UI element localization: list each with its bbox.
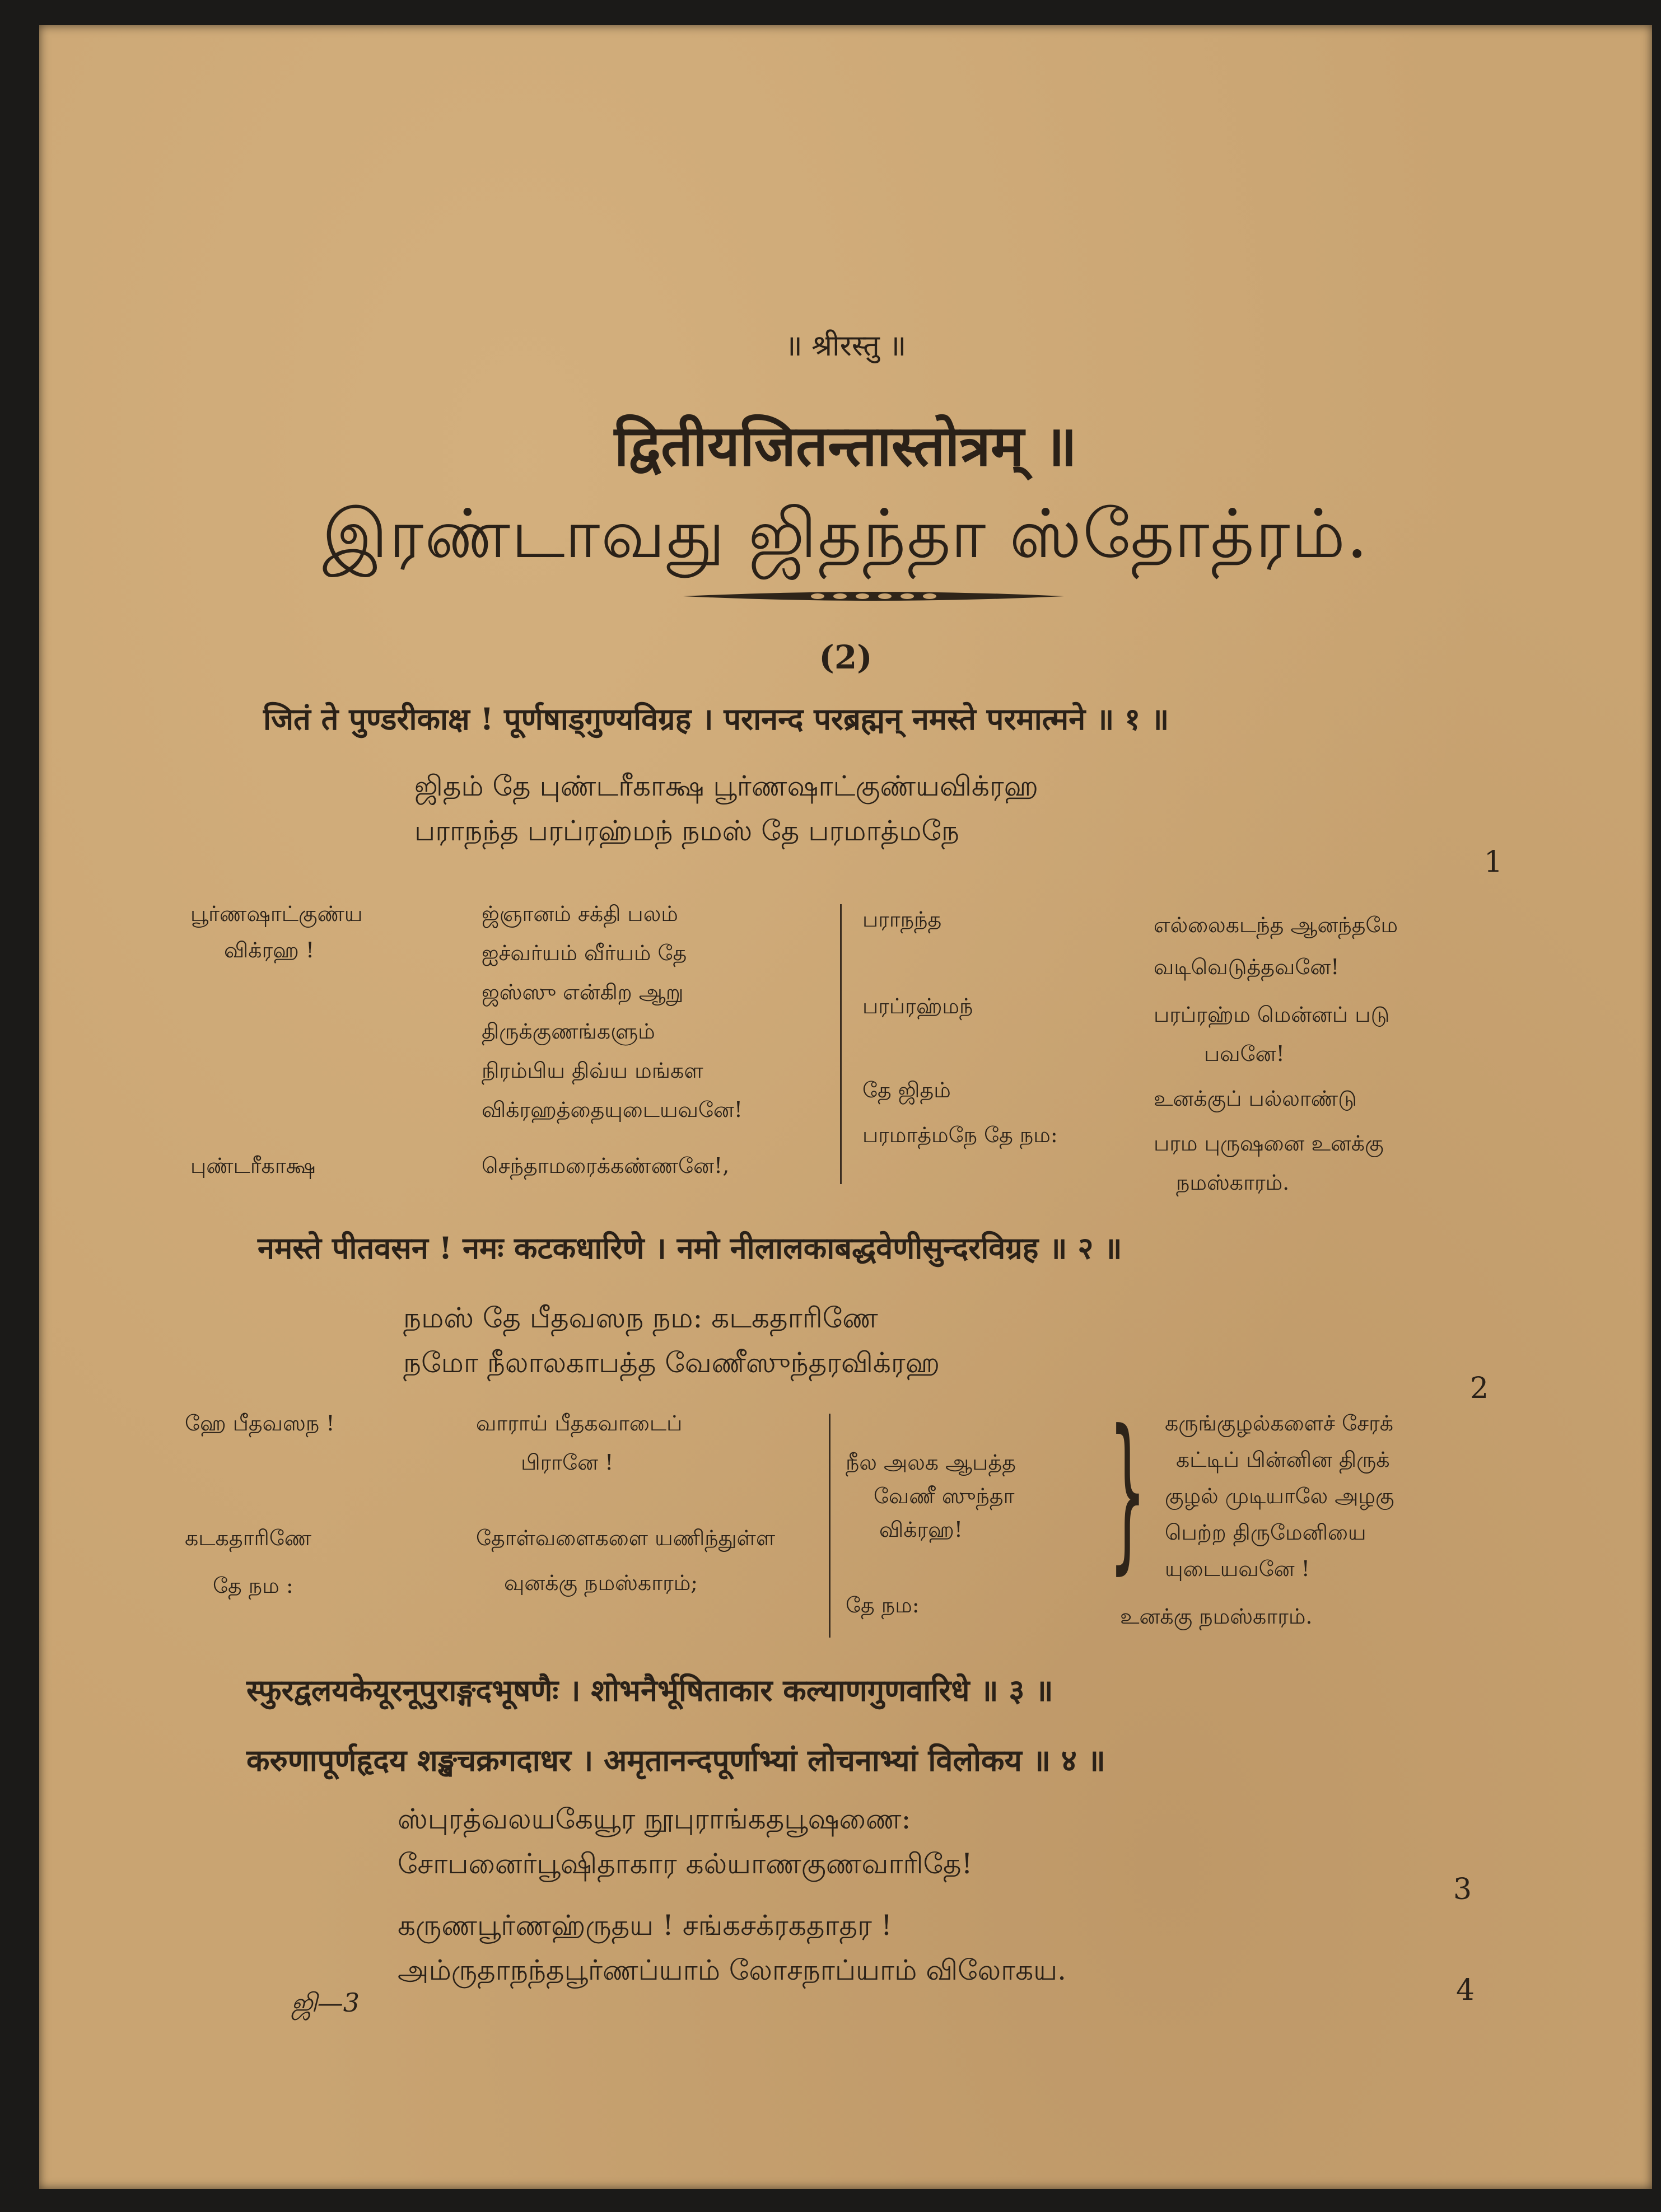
v2-gloss-term: ஹே பீதவஸந !: [185, 1411, 335, 1435]
v2-gloss-term: தே நம :: [213, 1573, 293, 1598]
invocation: ॥ श्रीरस्तु ॥: [785, 329, 907, 363]
verse1-tamil-line2: பராநந்த பரப்ரஹ்மந் நமஸ் தே பரமாத்மநே: [414, 815, 959, 847]
v2-gloss-meaning: உனக்கு நமஸ்காரம்.: [1120, 1604, 1313, 1629]
v1-gloss-meaning: விக்ரஹத்தையுடையவனே!: [482, 1097, 743, 1122]
verse1-tamil-line1: ஜிதம் தே புண்டரீகாக்ஷ பூர்ணஷாட்குண்யவிக்ரஹ: [414, 770, 1038, 802]
v2-gloss-term: கடகதாரிணே: [185, 1526, 312, 1550]
verse2-tamil-line1: நமஸ் தே பீதவஸந நம: கடகதாரிணே: [403, 1302, 878, 1334]
v1-gloss-meaning: ஐச்வர்யம் வீர்யம் தே: [482, 941, 687, 965]
v1-gloss-term: புண்டரீகாக்ஷ: [190, 1153, 316, 1178]
sanskrit-title: द्वितीयजितन्तास्तोत्रम् ॥: [614, 413, 1077, 479]
verse3-tamil-line1: ஸ்புரத்வலயகேயூர நூபுராங்கதபூஷணை:: [398, 1803, 911, 1835]
verse2-sanskrit: नमस्ते पीतवसन ! नमः कटकधारिणे । नमो नीलालकाबद्धवेणीसुन्दरविग्रह ॥ २ ॥: [258, 1230, 1122, 1266]
v1-gloss-meaning: செந்தாமரைக்கண்ணனே!,: [482, 1153, 730, 1178]
v1-gloss-term: தே ஜிதம்: [862, 1078, 951, 1102]
paper-page: [39, 25, 1652, 2189]
v2-gloss-meaning: கருங்குழல்களைச் சேரக்: [1165, 1411, 1394, 1435]
v1-gloss-meaning: நமஸ்காரம்.: [1176, 1170, 1290, 1195]
v1-gloss-meaning: எல்லைகடந்த ஆனந்தமே: [1154, 913, 1398, 937]
verse3-tamil-line2: சோபனைர்பூஷிதாகார கல்யாணகுணவாரிதே!: [398, 1848, 973, 1880]
v1-gloss-meaning: ஜஸ்ஸு என்கிற ஆறு: [482, 980, 684, 1004]
curly-brace: }: [1109, 1394, 1146, 1589]
v1-gloss-meaning: ஜ்ஞானம் சக்தி பலம்: [482, 901, 678, 926]
v2-gloss-meaning: குழல் முடியாலே அழகு: [1165, 1484, 1394, 1508]
v1-gloss-meaning: பரம புருஷனை உனக்கு: [1154, 1131, 1384, 1156]
v1-gloss-term: பரமாத்மநே தே நம:: [862, 1123, 1058, 1147]
v2-gloss-meaning: வுனக்கு நமஸ்காரம்;: [504, 1570, 698, 1595]
v2-gloss-meaning: வாராய் பீதகவாடைப்: [476, 1411, 683, 1435]
v1-gloss-meaning: வடிவெடுத்தவனே!: [1154, 955, 1340, 979]
v2-gloss-meaning: யுடையவனே !: [1165, 1556, 1310, 1581]
verse4-sanskrit: करुणापूर्णहृदय शङ्खचक्रगदाधर । अमृतानन्दपूर्णाभ्यां लोचनाभ्यां विलोकय ॥ ४ ॥: [246, 1742, 1105, 1778]
signature-mark: ஜி—3: [291, 1987, 360, 2018]
v1-gloss-meaning: நிரம்பிய திவ்ய மங்கள: [482, 1058, 703, 1083]
verse4-number: 4: [1456, 1974, 1475, 2007]
gloss-divider: [829, 1414, 830, 1638]
v2-gloss-meaning: பெற்ற திருமேனியை: [1165, 1520, 1366, 1545]
v1-gloss-term: பூர்ணஷாட்குண்ய: [190, 901, 363, 926]
section-number: (2): [819, 638, 873, 676]
v1-gloss-term: பரப்ரஹ்மந்: [862, 994, 973, 1018]
v2-gloss-term: விக்ரஹ!: [879, 1517, 963, 1542]
v1-gloss-meaning: உனக்குப் பல்லாண்டு: [1154, 1086, 1357, 1111]
v2-gloss-term: தே நம:: [846, 1593, 920, 1617]
v1-gloss-meaning: பரப்ரஹ்ம மென்னப் படு: [1154, 1002, 1390, 1027]
v2-gloss-term: நீல அலக ஆபத்த: [846, 1450, 1016, 1475]
v1-gloss-term: பராநந்த: [862, 907, 942, 932]
verse3-number: 3: [1453, 1873, 1472, 1906]
v2-gloss-term: வேணீ ஸுந்தா: [874, 1484, 1015, 1508]
verse4-tamil-line2: அம்ருதாநந்தபூர்ணப்யாம் லோசநாப்யாம் விலோகய.: [398, 1954, 1067, 1986]
tamil-title: இரண்டாவது ஜிதந்தா ஸ்தோத்ரம்.: [322, 495, 1369, 573]
v2-gloss-meaning: தோள்வளைகளை யணிந்துள்ள: [476, 1526, 776, 1550]
verse3-sanskrit: स्फुरद्वलयकेयूरनूपुराङ्गदभूषणैः । शोभनैर्भूषिताकार कल्याणगुणवारिधे ॥ ३ ॥: [246, 1672, 1053, 1708]
verse2-tamil-line2: நமோ நீலாலகாபத்த வேணீஸுந்தரவிக்ரஹ: [403, 1346, 940, 1379]
ornament-divider: [683, 585, 1064, 607]
v1-gloss-term: விக்ரஹ !: [224, 938, 315, 962]
verse4-tamil-line1: கருணபூர்ணஹ்ருதய ! சங்கசக்ரகதாதர !: [398, 1909, 892, 1942]
v1-gloss-meaning: பவனே!: [1204, 1041, 1285, 1066]
v2-gloss-meaning: பிரானே !: [521, 1450, 614, 1475]
v1-gloss-meaning: திருக்குணங்களும்: [482, 1019, 655, 1044]
v2-gloss-meaning: கட்டிப் பின்னின திருக்: [1176, 1447, 1390, 1472]
verse2-number: 2: [1470, 1372, 1489, 1405]
gloss-divider: [840, 904, 842, 1184]
verse1-number: 1: [1484, 845, 1503, 879]
verse1-sanskrit: जितं ते पुण्डरीकाक्ष ! पूर्णषाड्गुण्यविग्रह । परानन्द परब्रह्मन् नमस्ते परमात्मने ॥ १ ॥: [263, 701, 1169, 737]
